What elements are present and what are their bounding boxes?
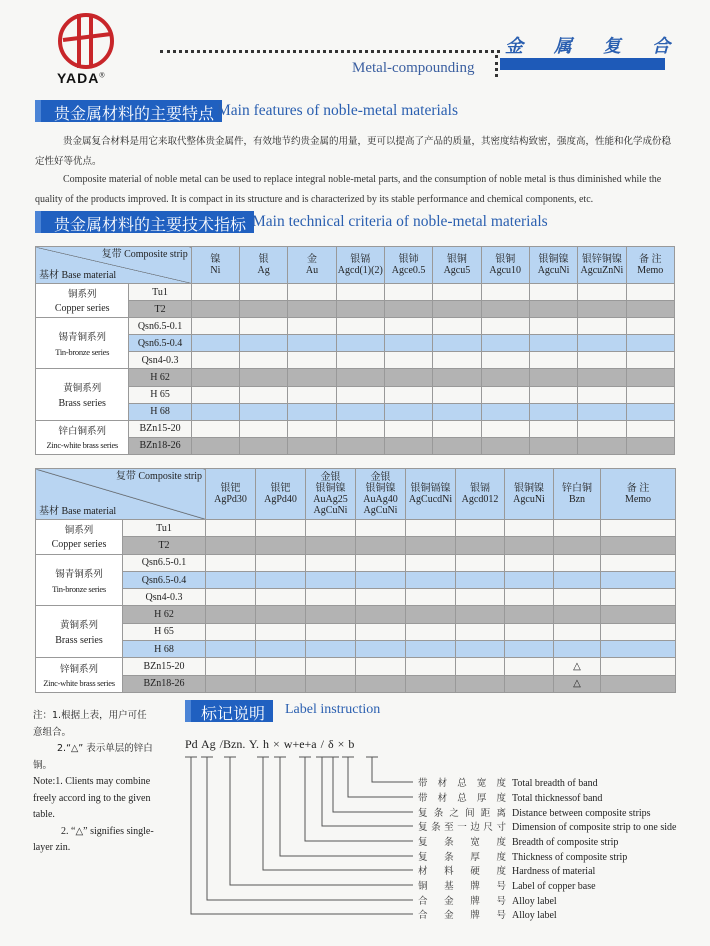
legend-cn: 复条厚度 <box>418 852 506 863</box>
legend-cn: 带材总宽度 <box>418 778 506 789</box>
column-header: 银锌铜镍 AgcuZnNi <box>578 247 626 284</box>
base-code-cell: Tu1 <box>129 284 191 301</box>
table-corner-header: 复带 Composite strip 基材 Base material <box>36 469 206 520</box>
base-code-cell: H 68 <box>123 641 206 658</box>
note-en-1: Note:1. Clients may combine freely accord ing to the given table. <box>33 776 151 820</box>
legend-cn: 合金牌号 <box>418 896 506 907</box>
column-header: 银钯 AgPd40 <box>256 469 306 520</box>
legend-en: Breadth of composite strip <box>512 837 619 848</box>
section1-title-cn: 贵金属材料的主要特点 <box>35 100 222 122</box>
table-corner-header: 复带 Composite strip 基材 Base material <box>36 247 192 284</box>
label-title-cn: 标记说明 <box>185 700 273 722</box>
connector-line <box>263 757 413 870</box>
legend-item <box>418 907 557 921</box>
legend-item <box>418 834 618 848</box>
connector-line <box>305 757 413 841</box>
legend-cn: 复条宽度 <box>418 837 506 848</box>
value-cell: △ <box>554 675 601 692</box>
legend-en: Distance between composite strips <box>512 808 651 819</box>
base-code-cell: T2 <box>123 537 206 554</box>
base-code-cell: BZn18-26 <box>129 437 191 454</box>
column-header: 银钯 AgPd30 <box>206 469 256 520</box>
legend-cn: 复条至一边尺寸 <box>418 822 506 833</box>
label-formula: Pd Ag /Bzn. Y. h × w+e+a / δ × b <box>185 737 355 751</box>
legend-item <box>418 775 598 789</box>
series-cell: 锌白铜系列 Zinc-white brass series <box>36 420 129 454</box>
base-code-cell: Qsn6.5-0.1 <box>123 554 206 571</box>
legend-cn: 带材总厚度 <box>418 793 506 804</box>
title-char: 金 <box>505 36 523 57</box>
legend-cn: 材料硬度 <box>418 866 506 877</box>
legend-item <box>418 893 557 907</box>
base-code-cell: BZn18-26 <box>123 675 206 692</box>
column-header: 银镉 Agcd(1)(2) <box>336 247 384 284</box>
base-code-cell: H 62 <box>123 606 206 623</box>
column-header: 银铜 Agcu5 <box>433 247 481 284</box>
section2-title-en: Main technical criteria of noble-metal materials <box>252 213 548 230</box>
base-code-cell: Qsn6.5-0.4 <box>123 571 206 588</box>
title-char: 复 <box>603 36 621 57</box>
legend-cn: 复条之间距离 <box>418 808 506 819</box>
brand-text: YADA <box>57 70 100 86</box>
connector-line <box>372 757 413 782</box>
label-title-en: Label instruction <box>285 702 381 717</box>
series-cell: 黄铜系列 Brass series <box>36 369 129 420</box>
section1-paragraph-cn: 贵金属复合材料是用它来取代整体贵金属件，有效地节约贵金属的用量，更可以提高了产品的质量，其密度结构致密，强度高，性能和化学成份稳定性好等优点。 <box>35 136 672 167</box>
column-header: 银 Ag <box>240 247 288 284</box>
title-char: 合 <box>652 36 670 57</box>
column-header: 银铜镍 AgcuNi <box>529 247 577 284</box>
base-code-cell: Qsn4-0.3 <box>123 589 206 606</box>
legend-en: Thickness of composite strip <box>512 852 628 863</box>
series-cell: 锡青铜系列 Tin-bronze series <box>36 554 123 606</box>
series-cell: 锡青铜系列 Tin-bronze series <box>36 318 129 369</box>
column-header: 金银 银铜镍 AuAg25 AgCuNi <box>306 469 356 520</box>
legend-item <box>418 790 602 804</box>
series-cell: 铜系列 Copper series <box>36 520 123 555</box>
legend-en: Label of copper base <box>512 881 596 892</box>
column-header: 镍 Ni <box>191 247 239 284</box>
value-cell: △ <box>554 658 601 675</box>
base-code-cell: Qsn6.5-0.1 <box>129 318 191 335</box>
base-code-cell: H 65 <box>129 386 191 403</box>
note-en-2: 2. “△” signifies single-layer zin. <box>33 825 154 853</box>
connector-line <box>333 757 413 812</box>
legend-item <box>418 878 596 892</box>
column-header: 备 注 Memo <box>626 247 674 284</box>
base-code-cell: H 65 <box>123 623 206 640</box>
title-char: 属 <box>554 36 572 57</box>
legend-en: Alloy label <box>512 896 557 907</box>
legend-cn: 铜基牌号 <box>418 881 506 892</box>
base-code-cell: H 68 <box>129 403 191 420</box>
base-code-cell: Tu1 <box>123 520 206 537</box>
legend-cn: 合金牌号 <box>418 910 506 921</box>
column-header: 金 Au <box>288 247 336 284</box>
note-cn-2: 2.“△” 表示单层的锌白铜。 <box>33 743 153 771</box>
connector-line <box>207 757 413 900</box>
legend-item <box>418 805 651 819</box>
legend-en: Total thicknessof band <box>512 793 603 804</box>
base-code-cell: Qsn4-0.3 <box>129 352 191 369</box>
series-cell: 锌铜系列 Zinc-white brass series <box>36 658 123 693</box>
column-header: 银镉 Agcd012 <box>456 469 505 520</box>
base-code-cell: T2 <box>129 301 191 318</box>
legend-en: Alloy label <box>512 910 557 921</box>
column-header: 金银 银铜镍 AuAg40 AgCuNi <box>356 469 406 520</box>
connector-line <box>322 757 413 826</box>
column-header: 银铜 Agcu10 <box>481 247 529 284</box>
base-code-cell: Qsn6.5-0.4 <box>129 335 191 352</box>
legend-en: Hardness of material <box>512 866 596 877</box>
base-code-cell: BZn15-20 <box>123 658 206 675</box>
column-header: 备 注 Memo <box>601 469 676 520</box>
base-code-cell: BZn15-20 <box>129 420 191 437</box>
legend-en: Total breadth of band <box>512 778 598 789</box>
legend-item <box>418 849 627 863</box>
legend-en: Dimension of composite strip to one side <box>512 822 677 833</box>
series-cell: 黄铜系列 Brass series <box>36 606 123 658</box>
column-header: 银铜镍 AgcuNi <box>505 469 554 520</box>
column-header: 锌白铜 Bzn <box>554 469 601 520</box>
connector-line <box>191 757 413 914</box>
section2-title-cn: 贵金属材料的主要技术指标 <box>35 211 254 233</box>
section1-paragraph-en: Composite material of noble metal can be used to replace integral noble-metal parts, and the consumption of noble metal is thus diminished while the quality of the products improved. It is compact in its structure and is characterized by its stable performance and chemical components, etc. <box>35 174 662 205</box>
column-header: 银铈 Agce0.5 <box>384 247 432 284</box>
page-subtitle: Metal-compounding <box>352 60 475 76</box>
registered-mark: ® <box>99 72 106 80</box>
note-cn-1: 注：1.根据上表，用户可任意组合。 <box>33 710 147 738</box>
base-code-cell: H 62 <box>129 369 191 386</box>
legend-item <box>418 819 676 833</box>
section1-title-en: Main features of noble-metal materials <box>217 102 459 119</box>
series-cell: 铜系列 Copper series <box>36 284 129 318</box>
legend-item <box>418 863 595 877</box>
column-header: 银铜镉镍 AgCucdNi <box>406 469 456 520</box>
connector-line <box>348 757 413 797</box>
